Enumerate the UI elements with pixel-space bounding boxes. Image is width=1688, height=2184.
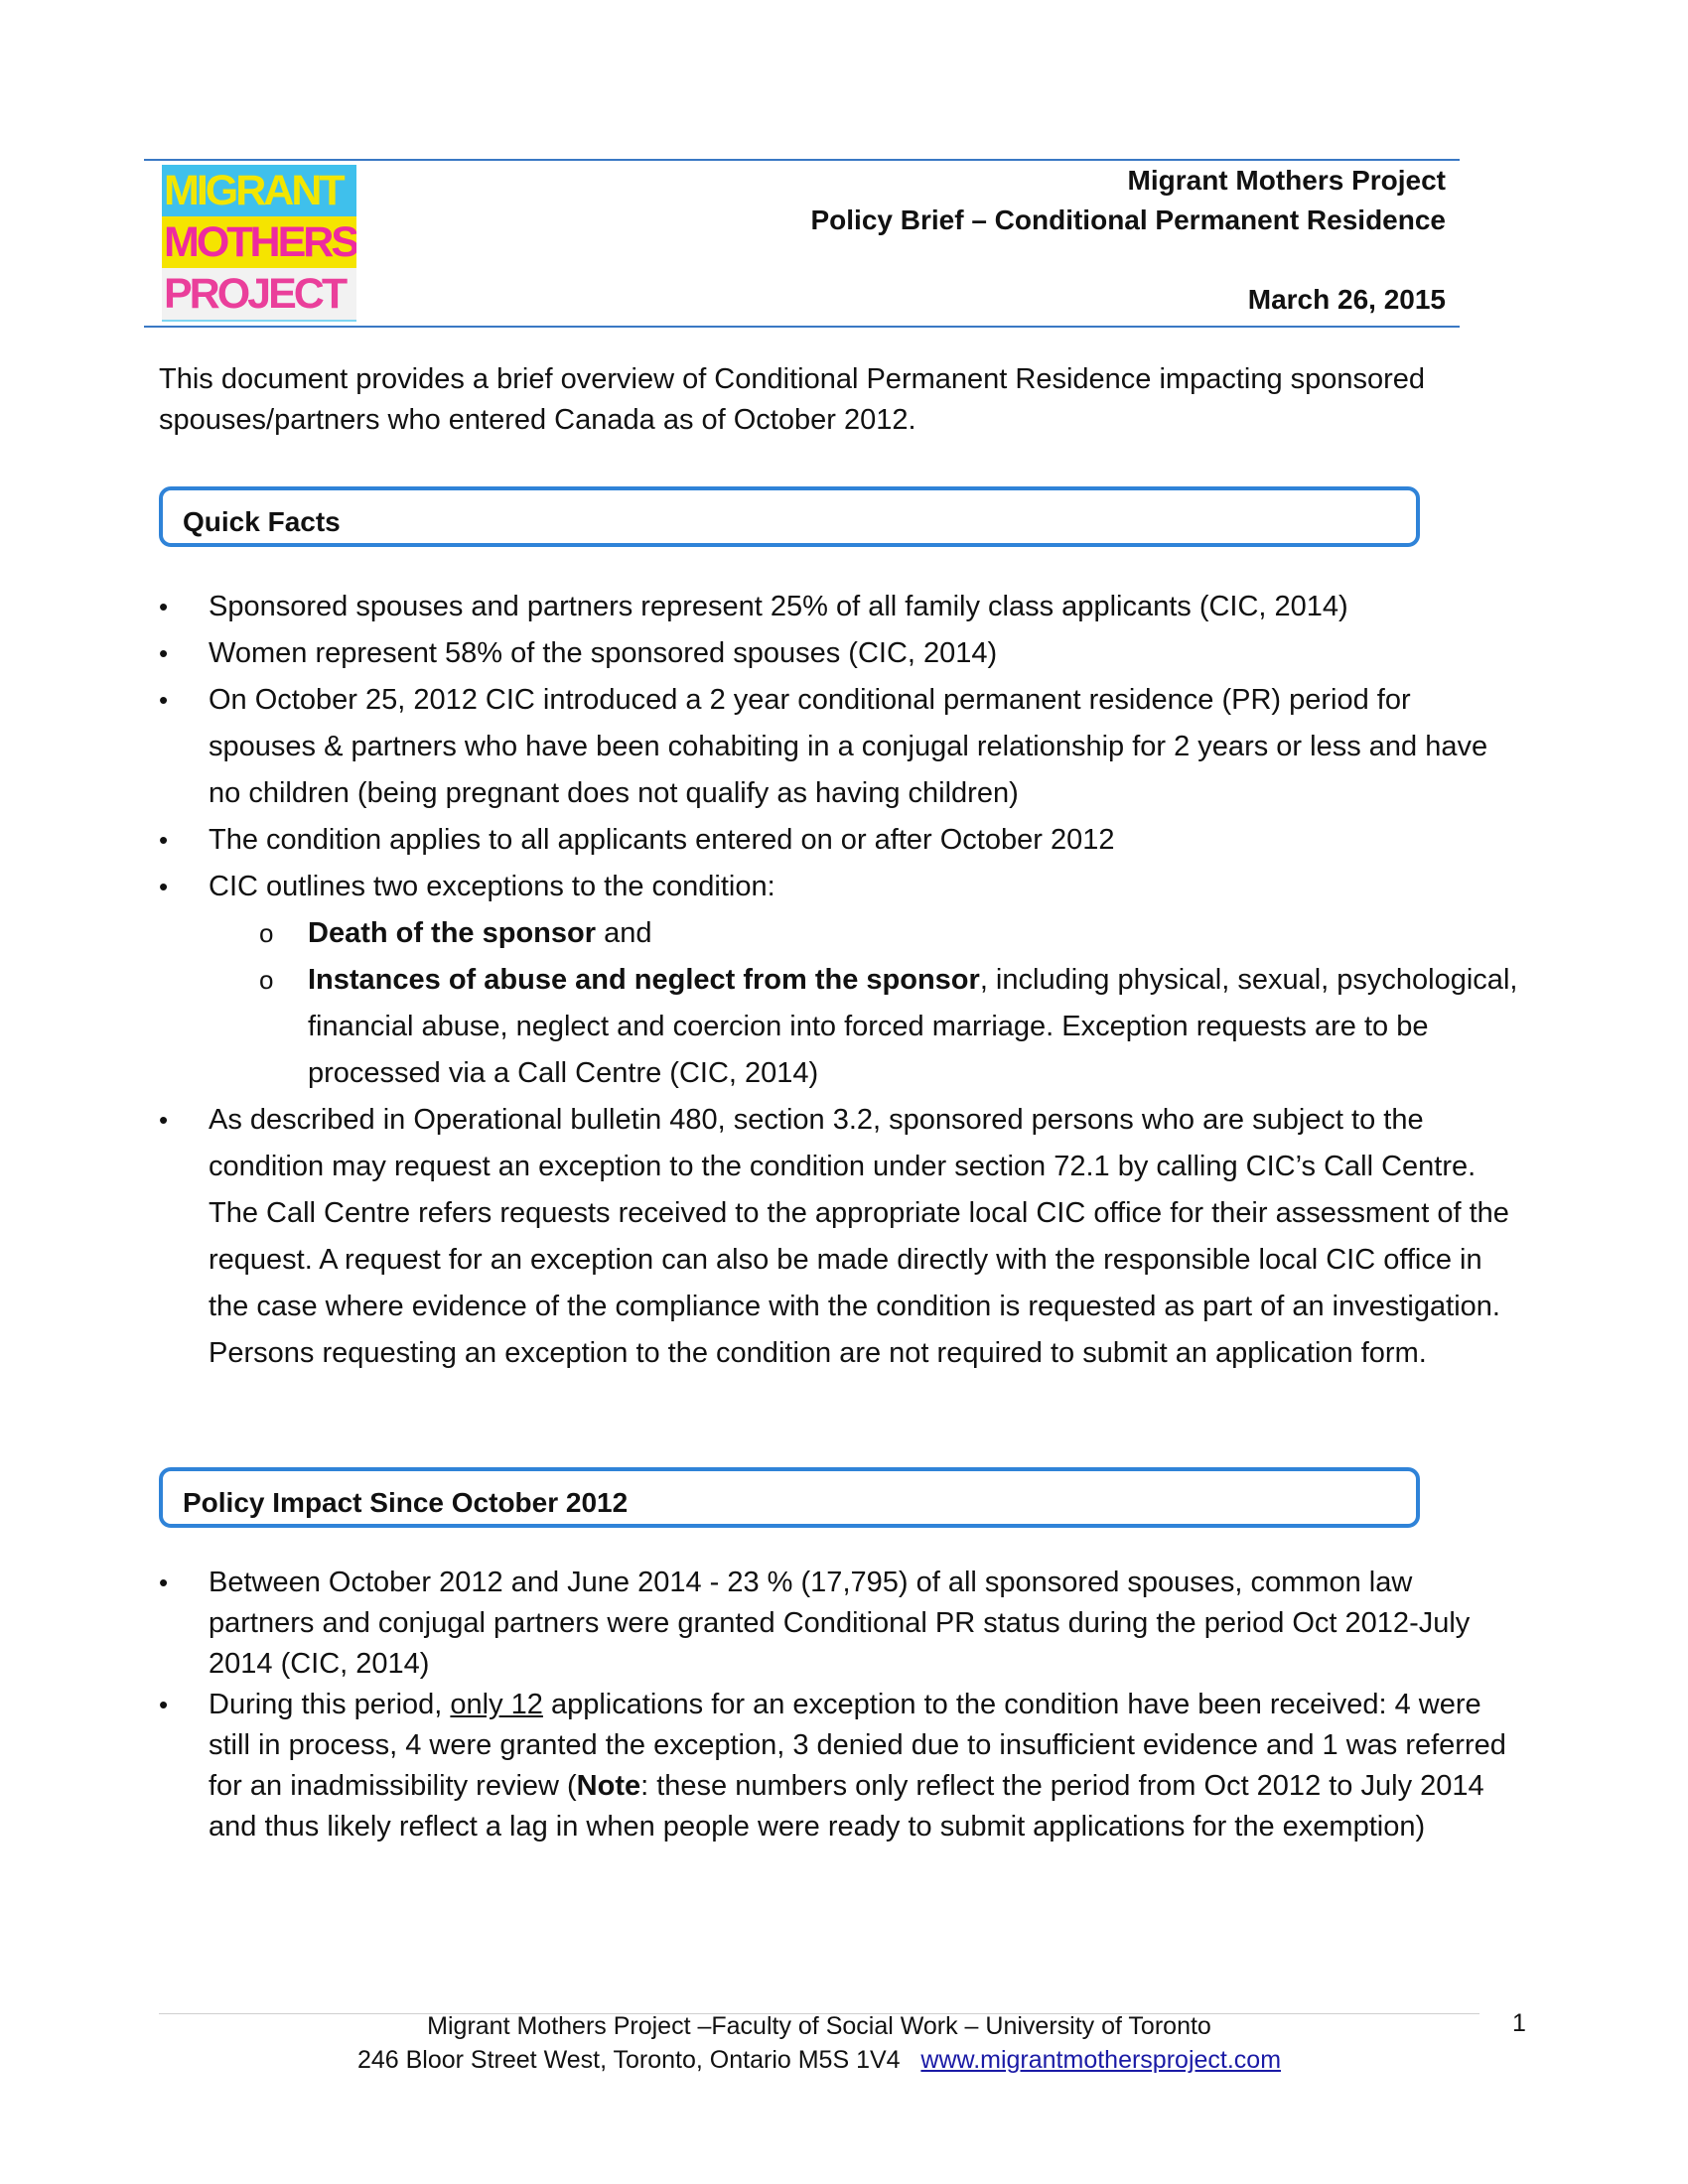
policy-impact-title: Policy Impact Since October 2012 bbox=[183, 1487, 629, 1518]
list-item: • On October 25, 2012 CIC introduced a 2 year conditional permanent residence (PR) period for spouses & partners who have been cohabiting in a conjugal relationship for 2 years or less and have no children (being pregnant does not qualify as having children) bbox=[159, 677, 1519, 817]
list-item: • The condition applies to all applicants entered on or after October 2012 bbox=[159, 817, 1519, 864]
quick-facts-title: Quick Facts bbox=[183, 506, 341, 537]
bullet-text: applications for an exception to the condition have been received: 4 were still in process, 4 were granted the exception, 3 denied due to insufficient evidence and 1 was referred for an inadmissibility review ( bbox=[209, 1689, 1506, 1802]
sub-list-item bbox=[209, 957, 1519, 1097]
list-item-exceptions bbox=[159, 864, 1519, 1097]
exception-text: and bbox=[596, 917, 652, 949]
project-name: Migrant Mothers Project bbox=[1127, 165, 1446, 196]
exceptions-sublist bbox=[209, 910, 1519, 1097]
bullet-text: : these numbers only reflect the period from Oct 2012 to July 2014 and thus likely reflect a lag in when people were ready to submit applications for the exemption) bbox=[209, 1770, 1484, 1843]
list-item: • Sponsored spouses and partners represent 25% of all family class applicants (CIC, 2014) bbox=[159, 584, 1519, 630]
intro-paragraph: This document provides a brief overview of Conditional Permanent Residence impacting sponsored spouses/partners who entered Canada as of October 2012. bbox=[159, 363, 1426, 436]
list-item: • As described in Operational bulletin 480, section 3.2, sponsored persons who are subject to the condition may request an exception to the condition under section 72.1 by calling CIC’s Call Centre. The Call Centre refers requests received to the appropriate local CIC office for their assessment of the request. A request for an exception can also be made directly with the responsible local CIC office in the case where evidence of the compliance with the condition is requested as part of an investigation. Persons requesting an exception to the condition are not required to submit an application form. bbox=[159, 1097, 1519, 1377]
list-item: • Between October 2012 and June 2014 - 23 % (17,795) of all sponsored spouses, common law partners and conjugal partners were granted Conditional PR status during the period Oct 2012-July 2014 (CIC, 2014) bbox=[159, 1563, 1519, 1685]
list-item: • Women represent 58% of the sponsored spouses (CIC, 2014) bbox=[159, 630, 1519, 677]
page-footer bbox=[159, 2009, 1479, 2077]
footer-line-1: Migrant Mothers Project –Faculty of Social Work – University of Toronto bbox=[427, 2012, 1211, 2040]
exception-bold: Death of the sponsor bbox=[308, 917, 597, 949]
footer-address: 246 Bloor Street West, Toronto, Ontario M5S 1V4 bbox=[356, 2046, 901, 2074]
exceptions-intro: CIC outlines two exceptions to the condition: bbox=[209, 871, 775, 902]
list-item bbox=[159, 1685, 1519, 1847]
header-text bbox=[810, 161, 1446, 320]
sub-list-item bbox=[209, 910, 1519, 957]
logo-line-3: PROJECT bbox=[162, 268, 356, 320]
policy-impact-heading-box bbox=[159, 1467, 1420, 1528]
logo-line-2: MOTHERS bbox=[164, 218, 356, 266]
exception-bold: Instances of abuse and neglect from the sponsor bbox=[308, 964, 980, 996]
document-date: March 26, 2015 bbox=[1247, 284, 1446, 315]
quick-facts-list bbox=[159, 584, 1519, 1377]
policy-impact-list bbox=[159, 1563, 1519, 1847]
bullet-text: During this period, bbox=[209, 1689, 451, 1720]
exception-text: , including physical, sexual, psychological, financial abuse, neglect and coercion into forced marriage. Exception requests are to be processed via a Call Centre (CIC, 2014) bbox=[308, 964, 1518, 1089]
brief-title: Policy Brief – Conditional Permanent Residence bbox=[810, 205, 1446, 235]
website-link[interactable]: www.migrantmothersproject.com bbox=[920, 2046, 1282, 2074]
note-label: Note bbox=[576, 1770, 641, 1802]
underlined-text: only 12 bbox=[450, 1689, 543, 1720]
document-header bbox=[144, 159, 1460, 328]
migrant-mothers-project-logo bbox=[162, 165, 356, 322]
logo-line-1: MIGRANT bbox=[162, 165, 356, 216]
page-number: 1 bbox=[1512, 2009, 1526, 2037]
quick-facts-heading-box bbox=[159, 486, 1420, 547]
